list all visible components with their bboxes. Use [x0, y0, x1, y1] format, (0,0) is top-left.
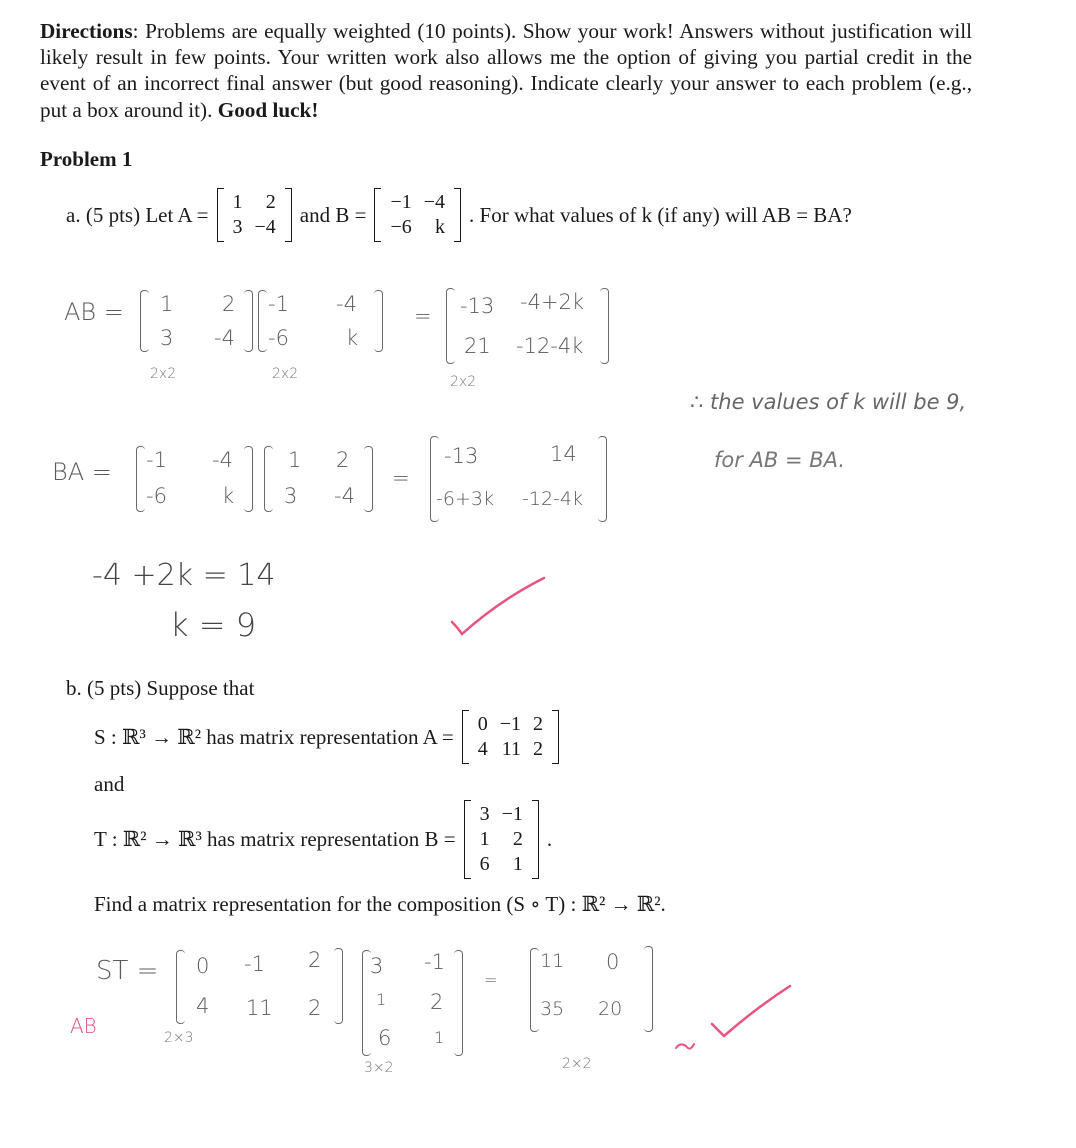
matrix-cell: -4: [214, 326, 235, 350]
part-b-t-statement: T : ℝ² → ℝ³ has matrix representation B = 3 −1 1 2 6 1 .: [94, 803, 553, 875]
matrix-cell: -4: [334, 484, 355, 508]
matrix-cell: 14: [550, 442, 577, 466]
matrix-cell: 2: [222, 292, 236, 316]
matrix-t: [464, 802, 539, 877]
matrix-cell: -12-4k: [522, 488, 583, 510]
part-a-statement: [66, 190, 852, 240]
matrix-cell: -6+3k: [436, 488, 494, 510]
equals-sign: =: [414, 304, 432, 328]
matrix-cell: 21: [464, 334, 491, 358]
matrix-cell: -13: [444, 444, 479, 468]
matrix-cell: -13: [460, 294, 495, 318]
matrix-cell: −1: [501, 803, 523, 825]
matrix-cell: 6: [479, 853, 490, 875]
matrix-cell: 2: [512, 828, 523, 850]
matrix-cell: -6: [268, 326, 289, 350]
directions-paragraph: [40, 18, 972, 123]
matrix-cell: 11: [246, 996, 273, 1020]
matrix-cell: −4: [423, 191, 446, 213]
matrix-cell: k: [346, 326, 359, 350]
matrix-cell: −6: [390, 216, 412, 238]
matrix-cell: -1: [244, 952, 265, 976]
matrix-cell: −1: [499, 713, 521, 735]
st-label: ST =: [96, 956, 159, 986]
matrix-cell: 1: [232, 191, 243, 213]
s-text: S : ℝ³ → ℝ² has matrix representation A =: [94, 724, 454, 749]
matrix-cell: 1: [376, 990, 387, 1009]
matrix-cell: -4+2k: [520, 290, 585, 314]
matrix-cell: −1: [390, 191, 412, 213]
matrix-s: [462, 712, 559, 762]
note-line-1: ∴ the values of k will be 9,: [690, 390, 967, 414]
matrix-cell: 3: [284, 484, 298, 508]
note-line-2: for AB = BA.: [714, 448, 846, 472]
matrix-cell: 2: [533, 713, 543, 735]
matrix-cell: 2: [308, 948, 322, 972]
part-b-intro: b. (5 pts) Suppose that: [66, 676, 255, 700]
matrix-b: [374, 190, 461, 240]
size-label: 3×2: [364, 1060, 394, 1076]
matrix-cell: -6: [146, 484, 167, 508]
matrix-cell: 6: [378, 1026, 392, 1050]
ba-label: BA =: [52, 458, 112, 486]
check-mark-icon: [440, 570, 550, 640]
matrix-cell: 3: [160, 326, 174, 350]
part-a-and: and B =: [299, 202, 367, 227]
part-b-s-statement: [94, 712, 559, 762]
matrix-cell: 3: [232, 216, 243, 238]
matrix-cell: -1: [146, 448, 167, 472]
matrix-cell: 4: [477, 738, 488, 760]
part-a-prefix: a. (5 pts) Let A =: [66, 202, 209, 227]
matrix-cell: 1: [434, 1028, 445, 1047]
directions-label: Directions: [40, 19, 133, 43]
good-luck: Good luck!: [217, 97, 319, 122]
matrix-cell: -4: [336, 292, 357, 316]
matrix-cell: 3: [370, 954, 384, 978]
matrix-cell: 1: [512, 853, 523, 875]
matrix-cell: 11: [540, 950, 565, 972]
matrix-cell: 11: [501, 738, 521, 760]
matrix-cell: 20: [598, 998, 623, 1020]
t-text: T : ℝ² → ℝ³ has matrix representation B =: [94, 827, 456, 851]
equation-line-2: k = 9: [170, 606, 257, 644]
matrix-cell: 3: [479, 803, 490, 825]
equation-line-1: -4 +2k = 14: [92, 558, 276, 593]
matrix-cell: 0: [477, 713, 488, 735]
size-label: 2x2: [450, 374, 477, 390]
matrix-cell: 2: [308, 996, 322, 1020]
matrix-cell: 4: [196, 994, 210, 1018]
part-a-question: . For what values of k (if any) will AB = BA?: [469, 202, 852, 227]
matrix-cell: -4: [212, 448, 233, 472]
size-label: 2×2: [562, 1056, 592, 1072]
part-b-find: Find a matrix representation for the composition (S ∘ T) : ℝ² → ℝ².: [94, 892, 666, 916]
matrix-cell: 2: [533, 738, 543, 760]
matrix-cell: -1: [268, 292, 289, 316]
equals-sign: =: [392, 466, 410, 490]
matrix-cell: 2: [265, 191, 276, 213]
equals-sign: =: [484, 970, 498, 989]
problem-heading: Problem 1: [40, 147, 133, 171]
matrix-cell: 1: [479, 828, 490, 850]
size-label: 2×3: [164, 1030, 194, 1046]
matrix-cell: 35: [540, 998, 565, 1020]
ab-pink-label: AB: [70, 1014, 97, 1038]
ab-label: AB =: [64, 298, 124, 326]
check-mark-icon: [670, 978, 800, 1058]
matrix-cell: 2: [336, 448, 350, 472]
directions-text: : Problems are equally weighted (10 points). Show your work! Answers without justification will likely result in few points. Your written work also allows me the option of giving you partial credit in the event of an incorrect final answer (but good reasoning). Indicate clearly your answer to each problem (e.g., put a box around it).: [40, 19, 972, 122]
matrix-a: [217, 190, 292, 240]
size-label: 2x2: [150, 366, 177, 382]
matrix-cell: 1: [288, 448, 302, 472]
matrix-cell: -1: [424, 950, 445, 974]
matrix-cell: 0: [196, 954, 210, 978]
matrix-cell: 0: [606, 950, 620, 974]
part-b-and: and: [94, 772, 125, 796]
matrix-cell: -12-4k: [516, 334, 584, 358]
size-label: 2x2: [272, 366, 299, 382]
matrix-cell: k: [222, 484, 235, 508]
matrix-cell: −4: [254, 216, 276, 238]
matrix-cell: 1: [160, 292, 174, 316]
matrix-cell: k: [435, 216, 446, 238]
matrix-cell: 2: [430, 990, 444, 1014]
